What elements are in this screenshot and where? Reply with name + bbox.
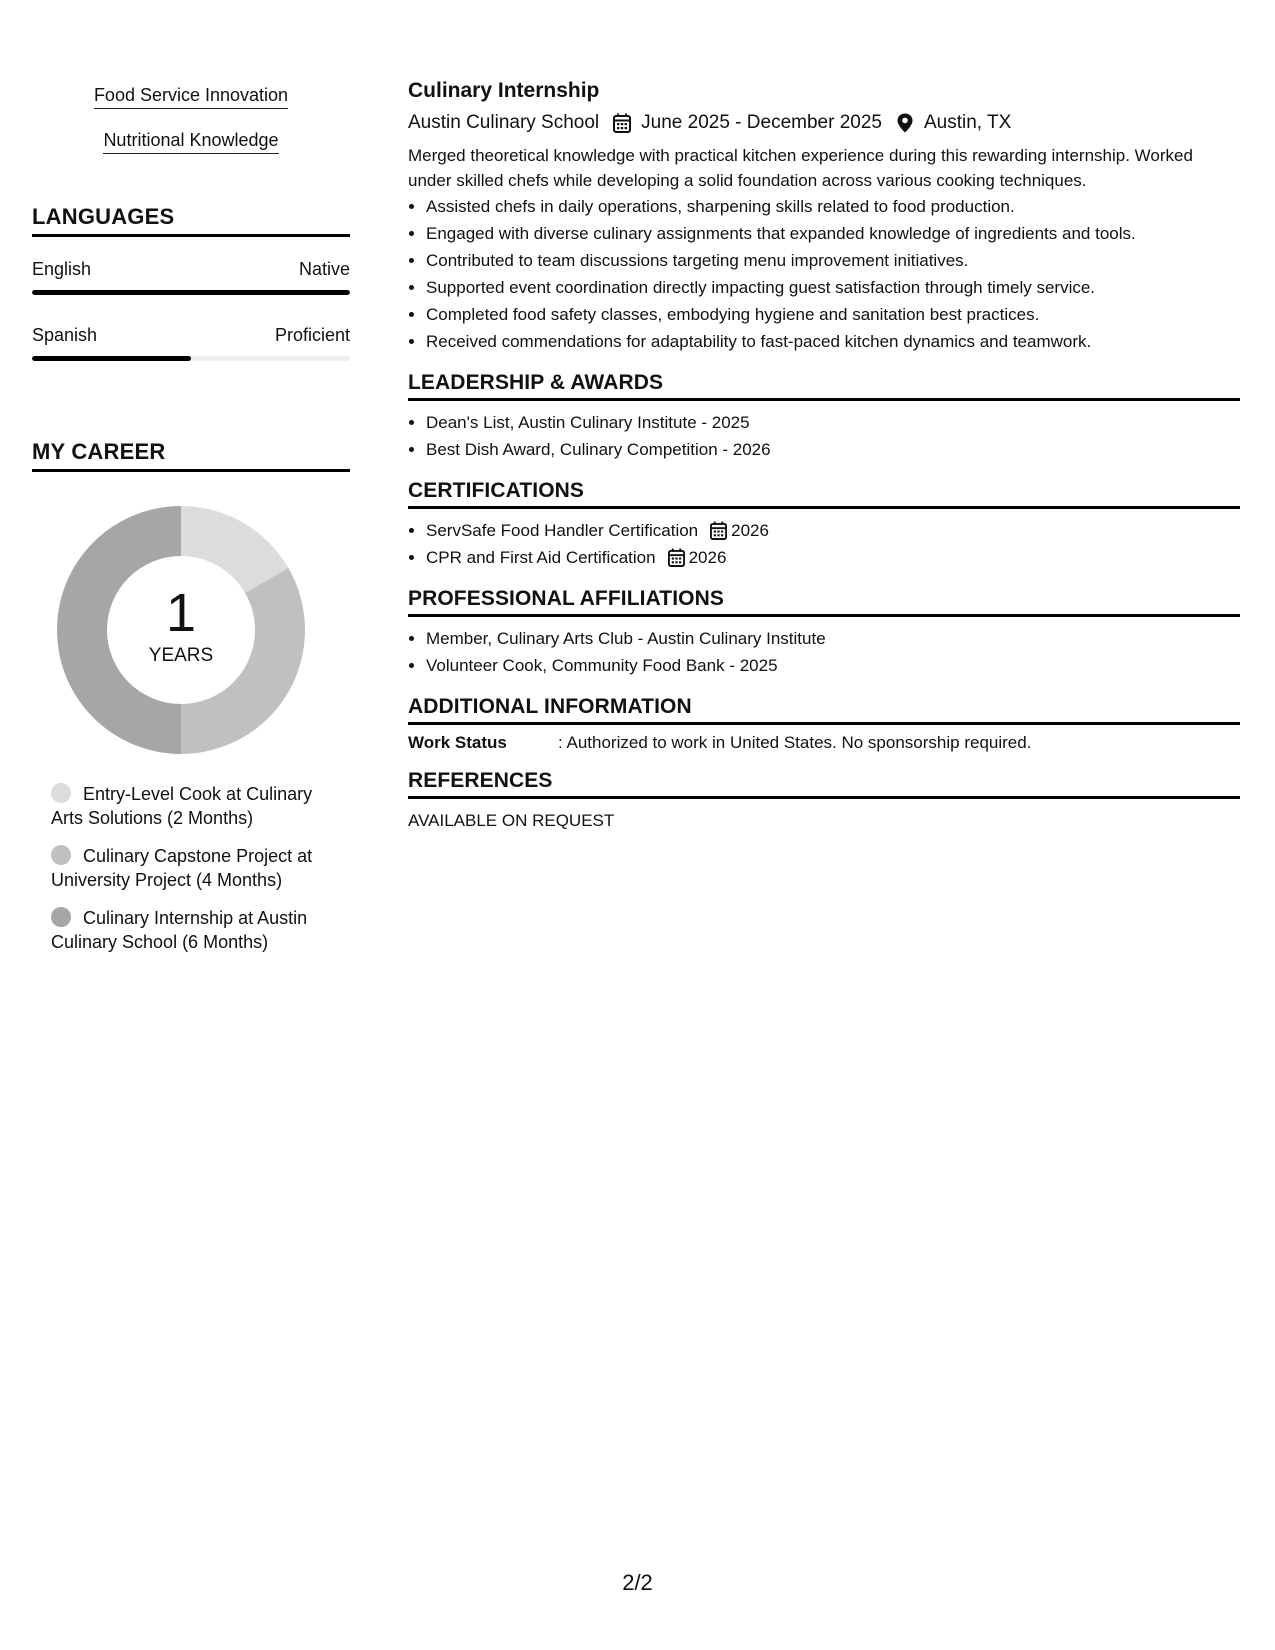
legend-label: Culinary Internship at Austin Culinary School (6 Months): [51, 908, 308, 952]
language-level: Native: [298, 259, 350, 279]
page-number: 2/2: [622, 1570, 653, 1595]
skill-tag: Nutritional Knowledge: [103, 129, 278, 154]
work-status-value: : Authorized to work in United States. No sponsorship required.: [558, 733, 1032, 752]
language-bar: [32, 356, 350, 361]
references-section: [408, 769, 1240, 831]
job-dates: June 2025 - December 2025: [641, 112, 882, 133]
work-status-row: [408, 733, 1240, 753]
list-item: • Received commendations for adaptability to fast-paced kitchen dynamics and teamwork.: [426, 328, 1240, 355]
list-item: • Contributed to team discussions targeting menu improvement initiatives.: [426, 247, 1240, 274]
job-company: Austin Culinary School: [408, 112, 600, 133]
references-text: AVAILABLE ON REQUEST: [408, 811, 615, 830]
career-section: [32, 439, 350, 954]
calendar-icon: [710, 521, 727, 540]
job-bullets: [408, 193, 1240, 355]
calendar-icon: [668, 548, 685, 567]
language-bar-fill: [32, 356, 191, 361]
list-item: • Assisted chefs in daily operations, sharpening skills related to food production.: [426, 193, 1240, 220]
certification-name: • CPR and First Aid Certification: [426, 548, 656, 567]
job-description: Merged theoretical knowledge with practical kitchen experience during this rewarding internship. Worked under skilled chefs while developing a solid foundation across various cooking techniques.: [408, 146, 1193, 190]
donut-center: [57, 506, 305, 754]
leadership-heading: LEADERSHIP & AWARDS: [408, 371, 1240, 401]
additional-info-heading: ADDITIONAL INFORMATION: [408, 695, 1240, 725]
language-item: [32, 259, 350, 295]
location-pin-icon: [896, 113, 914, 133]
list-item: • Best Dish Award, Culinary Competition - 2026: [426, 436, 1240, 463]
list-item: • Dean's List, Austin Culinary Institute - 2025: [426, 409, 1240, 436]
career-heading: MY CAREER: [32, 439, 350, 472]
certifications-list: [408, 517, 1240, 571]
experience-entry: [408, 78, 1240, 355]
legend-dot: [51, 907, 71, 927]
language-name: Spanish: [32, 325, 98, 345]
job-title: Culinary Internship: [408, 79, 600, 102]
career-total-number: 1: [165, 583, 197, 643]
list-item: • Volunteer Cook, Community Food Bank - 2025: [426, 652, 1240, 679]
legend-item: [51, 844, 331, 892]
work-status-label: Work Status: [408, 733, 507, 752]
affiliations-list: [408, 625, 1240, 679]
leadership-list: [408, 409, 1240, 463]
references-heading: REFERENCES: [408, 769, 1240, 799]
skill-tag: Food Service Innovation: [94, 84, 288, 109]
list-item: [426, 517, 1240, 544]
certification-year: 2026: [731, 521, 769, 540]
certifications-heading: CERTIFICATIONS: [408, 479, 1240, 509]
legend-dot: [51, 783, 71, 803]
job-location: Austin, TX: [923, 112, 1012, 133]
certifications-section: [408, 479, 1240, 571]
legend-item: [51, 906, 331, 954]
list-item: • Member, Culinary Arts Club - Austin Culinary Institute: [426, 625, 1240, 652]
list-item: • Completed food safety classes, embodying hygiene and sanitation best practices.: [426, 301, 1240, 328]
right-column: [408, 78, 1240, 831]
language-level: Proficient: [274, 325, 350, 345]
skills-list: [32, 84, 350, 174]
legend-dot: [51, 845, 71, 865]
career-legend: [51, 782, 331, 954]
list-item: • Supported event coordination directly impacting guest satisfaction through timely service.: [426, 274, 1240, 301]
language-bar-fill: [32, 290, 350, 295]
left-column: [32, 84, 350, 968]
career-donut-chart: [57, 506, 305, 754]
legend-label: Culinary Capstone Project at University Project (4 Months): [51, 846, 313, 890]
affiliations-section: [408, 587, 1240, 679]
legend-label: Entry-Level Cook at Culinary Arts Solutions (2 Months): [51, 784, 313, 828]
list-item: • Engaged with diverse culinary assignments that expanded knowledge of ingredients and tools.: [426, 220, 1240, 247]
languages-heading: LANGUAGES: [32, 204, 350, 237]
affiliations-heading: PROFESSIONAL AFFILIATIONS: [408, 587, 1240, 617]
career-total-unit: YEARS: [148, 645, 214, 666]
language-item: [32, 325, 350, 361]
additional-info-section: [408, 695, 1240, 753]
language-bar: [32, 290, 350, 295]
leadership-section: [408, 371, 1240, 463]
legend-item: [51, 782, 331, 830]
languages-section: [32, 204, 350, 361]
list-item: [426, 544, 1240, 571]
job-meta: [408, 111, 1240, 135]
certification-name: • ServSafe Food Handler Certification: [426, 521, 699, 540]
calendar-icon: [613, 113, 631, 133]
certification-year: 2026: [688, 548, 727, 567]
language-name: English: [32, 259, 92, 279]
